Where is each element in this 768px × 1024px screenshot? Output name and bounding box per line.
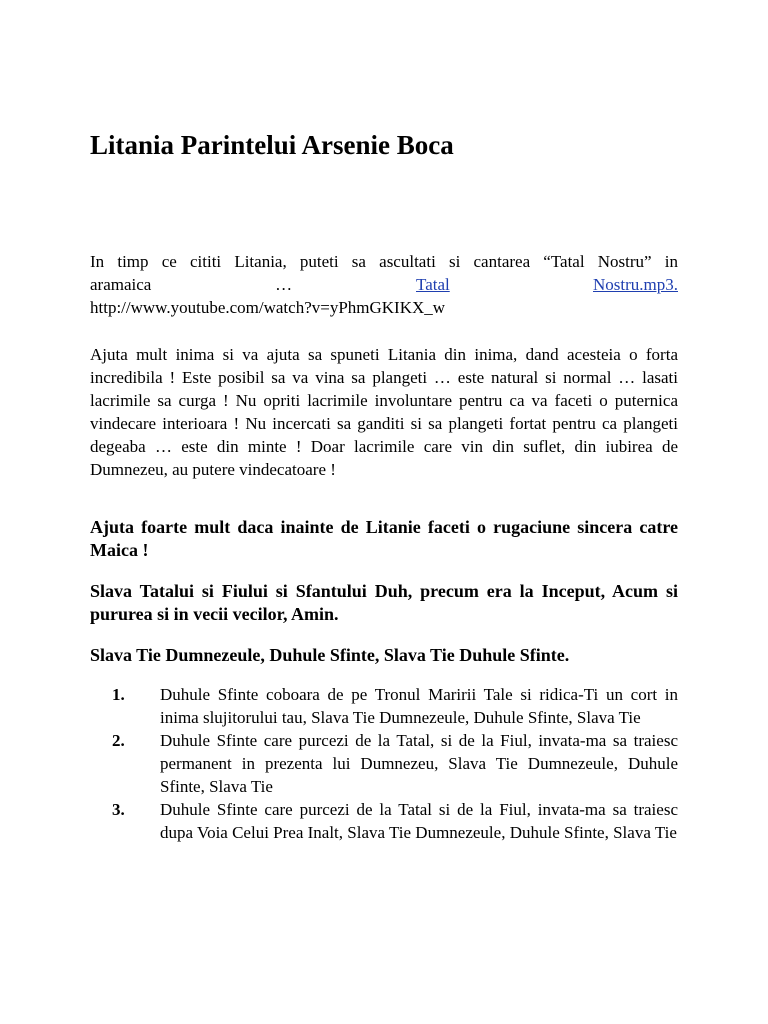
intro-ellipsis: … — [275, 275, 293, 294]
mp3-link[interactable] — [416, 273, 678, 296]
glory-line: Slava Tie Dumnezeule, Duhule Sfinte, Slava Tie Duhule Sfinte. — [90, 645, 570, 665]
list-item-text: Duhule Sfinte care purcezi de la Tatal, si de la Fiul, invata-ma sa traiesc permanent in prezenta lui Dumnezeu, Slava Tie Dumnezeule, Duhule Sfinte, Slava Tie — [160, 731, 678, 796]
intro-line-1: In timp ce cititi Litania, puteti sa ascultati si cantarea “Tatal Nostru” in — [90, 252, 678, 271]
list-item — [90, 798, 678, 844]
list-item-text: Duhule Sfinte care purcezi de la Tatal si de la Fiul, invata-ma sa traiesc dupa Voia Celui Prea Inalt, Slava Tie Dumnezeule, Duhule Sfinte, Slava Tie — [160, 800, 678, 842]
help-paragraph: Ajuta mult inima si va ajuta sa spuneti Litania din inima, dand acesteia o forta incredibila ! Este posibil sa va vina sa plangeti … este natural si normal … lasati lacrimile sa curga ! Nu opriti lacrimile involuntare pentru ca va faceti o puternica vindecare interioara ! Nu incercati sa ganditi si sa plangeti fortat pentru ca plangeti degeaba … este din minte ! Doar lacrimile care vin din suflet, din iubirea de Dumnezeu, au putere vindecatoare ! — [90, 345, 678, 479]
list-item-number: 2. — [112, 731, 125, 750]
prayer-advice: Ajuta foarte mult daca inainte de Litanie faceti o rugaciune sincera catre Maica ! — [90, 517, 678, 560]
mp3-link-word-2[interactable]: Nostru.mp3. — [593, 275, 678, 294]
list-item-number: 3. — [112, 800, 125, 819]
list-item-text: Duhule Sfinte coboara de pe Tronul Maririi Tale si ridica-Ti un cort in inima slujitorului tau, Slava Tie Dumnezeule, Duhule Sfinte, Slava Tie — [160, 685, 678, 727]
youtube-url: http://www.youtube.com/watch?v=yPhmGKIKX_w — [90, 298, 446, 317]
litany-list — [90, 683, 678, 844]
doxology: Slava Tatalui si Fiului si Sfantului Duh, precum era la Inceput, Acum si pururea si in vecii vecilor, Amin. — [90, 581, 678, 624]
document-title: Litania Parintelui Arsenie Boca — [90, 130, 454, 160]
list-item — [90, 683, 678, 729]
intro-word-aramaica: aramaica — [90, 275, 152, 294]
intro-paragraph — [90, 250, 678, 319]
intro-line-2 — [90, 273, 678, 296]
list-item-number: 1. — [112, 685, 125, 704]
mp3-link-word-1[interactable]: Tatal — [416, 275, 450, 294]
list-item — [90, 729, 678, 798]
